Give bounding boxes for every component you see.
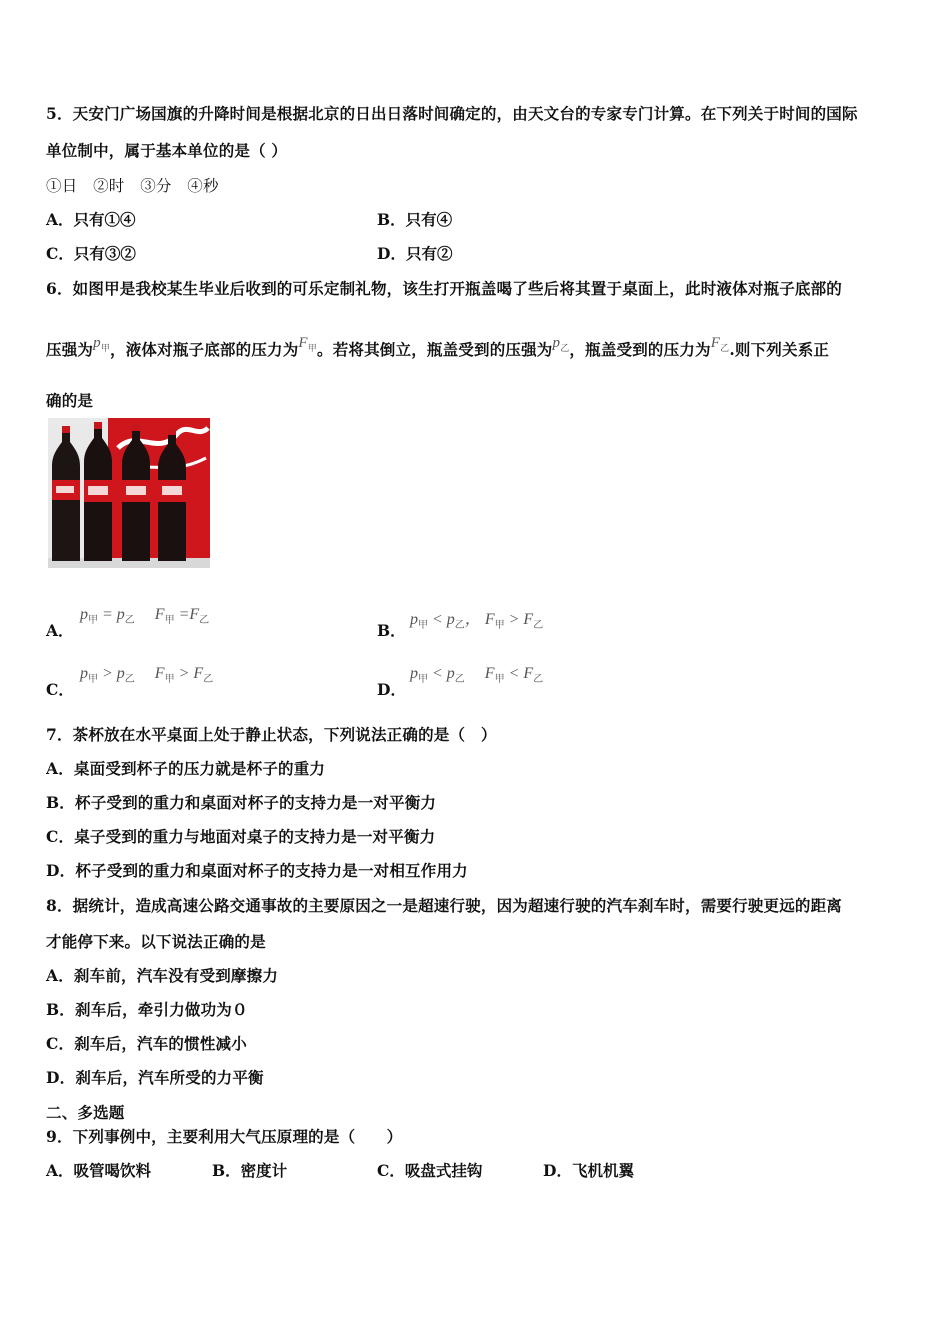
q6-text-d: ，瓶盖受到的压力为 (569, 340, 711, 359)
q9-option-b: B．密度计 (212, 1161, 288, 1180)
q6-text-b: ，液体对瓶子底部的压力为 (110, 340, 299, 359)
q9-option-d: D．飞机机翼 (543, 1161, 634, 1180)
q6-F-jia: $F_甲$ (298, 335, 317, 353)
q8-stem-line1: 8．据统计，造成高速公路交通事故的主要原因之一是超速行驶，因为超速行驶的汽车刹车时，需要行驶更远的距离 (46, 896, 842, 915)
q9-option-a: A．吸管喝饮料 (46, 1161, 152, 1180)
q5-option-d: D．只有② (377, 244, 453, 263)
section-multiple-choice-heading: 二、多选题 (46, 1103, 125, 1122)
q5-stem-line1: 5．天安门广场国旗的升降时间是根据北京的日出日落时间确定的，由天文台的专家专门计算。在下列关于时间的国际 (46, 104, 858, 123)
q6-stem-line1: 6．如图甲是我校某生毕业后收到的可乐定制礼物，该生打开瓶盖喝了些后将其置于桌面上，此时液体对瓶子底部的 (46, 279, 842, 298)
q6-text-a: 压强为 (46, 340, 94, 359)
cola-bottles-photo (48, 418, 210, 568)
q6-p-jia: $p_甲$ (93, 335, 111, 353)
q6-p-yi: $p_乙$ (552, 335, 570, 353)
q6-option-c-formula: $p_甲 > p_乙$ $F_甲 > F_乙$ (80, 665, 214, 686)
q6-stem-line2 (46, 335, 830, 362)
q7-option-c: C．桌子受到的重力与地面对桌子的支持力是一对平衡力 (46, 827, 436, 846)
q8-option-c: C．刹车后，汽车的惯性减小 (46, 1034, 247, 1053)
q7-option-a: A．桌面受到杯子的压力就是杯子的重力 (46, 759, 326, 778)
q6-option-d-formula: $p_甲 < p_乙$ $F_甲 < F_乙$ (410, 665, 544, 686)
q6-option-b-formula: $p_甲 < p_乙$， $F_甲 > F_乙$ (410, 611, 544, 632)
q8-option-d: D．刹车后，汽车所受的力平衡 (46, 1068, 264, 1087)
q7-option-d: D．杯子受到的重力和桌面对杯子的支持力是一对相互作用力 (46, 861, 468, 880)
q5-stem-line2: 单位制中，属于基本单位的是（ ） (46, 141, 288, 160)
q9-stem: 9．下列事例中，主要利用大气压原理的是（ ） (46, 1127, 403, 1146)
q6-option-d-label: D． (377, 680, 406, 699)
q5-option-a: A．只有①④ (46, 210, 136, 229)
cola-bottles-image (48, 418, 210, 568)
q6-text-e: .则下列关系正 (729, 340, 830, 359)
q6-option-b-label: B． (377, 621, 406, 640)
q8-option-b: B．刹车后，牵引力做功为０ (46, 1000, 248, 1019)
q5-option-b: B．只有④ (377, 210, 453, 229)
q7-stem: 7．茶杯放在水平桌面上处于静止状态，下列说法正确的是（ ） (46, 725, 497, 744)
q6-text-c: 。若将其倒立，瓶盖受到的压强为 (317, 340, 553, 359)
q8-stem-line2: 才能停下来。以下说法正确的是 (46, 932, 266, 951)
q6-option-c-label: C． (46, 680, 74, 699)
q6-F-yi: $F_乙$ (710, 335, 730, 353)
q8-option-a: A．刹车前，汽车没有受到摩擦力 (46, 966, 279, 985)
q7-option-b: B．杯子受到的重力和桌面对杯子的支持力是一对平衡力 (46, 793, 437, 812)
q9-option-c: C．吸盘式挂钩 (377, 1161, 483, 1180)
q6-option-a-formula: $p_甲 = p_乙$ $F_甲 =F_乙$ (80, 606, 210, 627)
q5-option-c: C．只有③② (46, 244, 136, 263)
q6-stem-line3: 确的是 (46, 391, 94, 410)
q5-items: ①日 ②时 ③分 ④秒 (46, 177, 219, 195)
q6-option-a-label: A． (46, 621, 74, 640)
